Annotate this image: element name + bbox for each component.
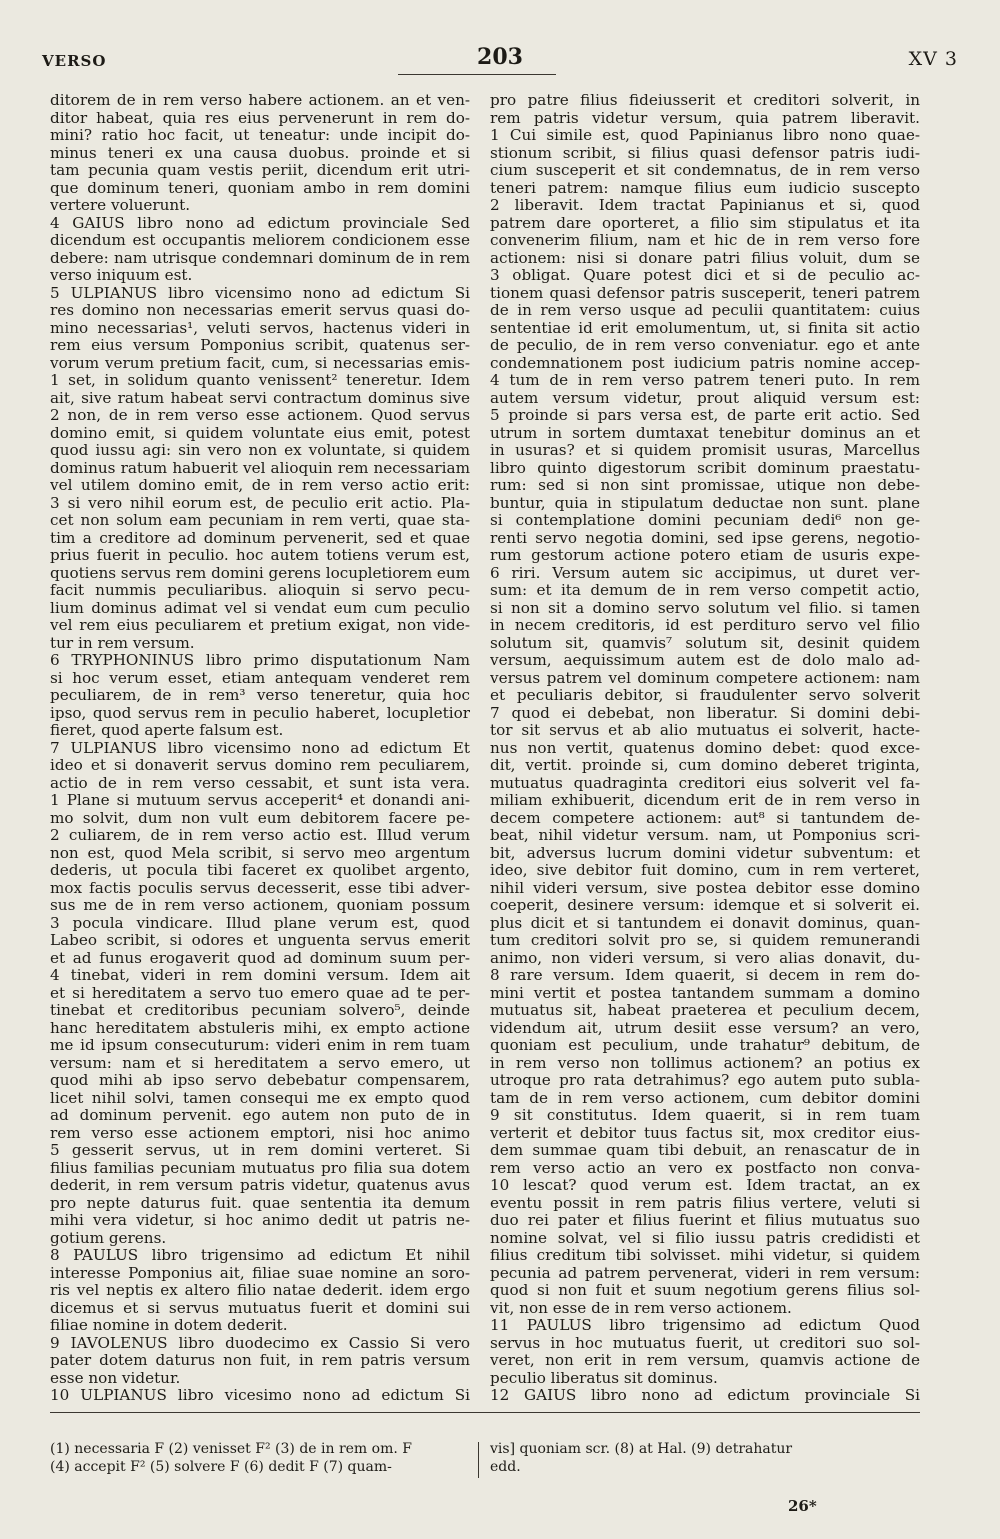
text-line: sus me de in rem verso actionem, quoniam possum	[50, 897, 470, 914]
text-line: 1 Plane si mutuum servus acceperit⁴ et donandi ani-	[50, 792, 470, 809]
text-line: 7 ULPIANUS libro vicensimo nono ad edictum Et	[50, 739, 470, 757]
text-line: tur in rem versum.	[50, 634, 195, 652]
text-line: 5 proinde si pars versa est, de parte erit actio. Sed	[490, 407, 920, 424]
text-line: 8 rare versum. Idem quaerit, si decem in rem do-	[490, 967, 920, 984]
text-line: cet non solum eam pecuniam in rem verti, quae sta-	[50, 512, 470, 529]
text-line: vit, non esse de in rem verso actionem.	[490, 1299, 792, 1317]
text-line: quod mihi ab ipso servo debebatur compensarem,	[50, 1072, 470, 1089]
text-line: quod si non fuit et suum negotium gerens filius sol-	[490, 1282, 920, 1299]
left-text-column	[50, 92, 470, 1405]
text-line: mini? ratio hoc facit, ut teneatur: unde incipit do-	[50, 127, 470, 144]
text-line: 4 GAIUS libro nono ad edictum provinciale Sed	[50, 214, 470, 232]
text-line: eventu possit in rem patris filius vertere, veluti si	[490, 1194, 920, 1212]
text-line: tionem quasi defensor patris susceperit, teneri patrem	[490, 284, 920, 302]
text-line: tum creditori solvit pro se, si quidem remunerandi	[490, 932, 920, 949]
text-line: 6 TRYPHONINUS libro primo disputationum Nam	[50, 652, 470, 669]
text-line: mutuatus quadraginta creditori eius solverit vel fa-	[490, 774, 920, 792]
text-line: vertere voluerunt.	[50, 197, 191, 214]
text-line: 3 pocula vindicare. Illud plane verum est, quod	[50, 914, 470, 932]
text-line: et ad funus erogaverit quod ad dominum suum per-	[50, 949, 470, 967]
text-line: interesse Pomponius ait, filiae suae nomine an soro-	[50, 1264, 470, 1282]
text-line: esse non videtur.	[50, 1369, 181, 1387]
text-line: versum: nam et si hereditatem a servo emero, ut	[50, 1054, 470, 1072]
text-line: mox factis poculis servus decesserit, esse tibi adver-	[50, 879, 470, 897]
text-line: peculio liberatus sit dominus.	[490, 1369, 718, 1387]
text-line: veret, non erit in rem versum, quamvis actione de	[490, 1352, 920, 1369]
running-head-book: XV 3	[908, 48, 958, 70]
text-line: verso iniquum est.	[50, 267, 193, 284]
text-line: tam de in rem verso actionem, cum debitor domini	[490, 1089, 920, 1107]
text-line: actionem: nisi si donare patri filius voluit, dum se	[490, 249, 920, 267]
text-line: teneri patrem: namque filius eum iudicio suscepto	[490, 179, 920, 197]
text-line: 4 tum de in rem verso patrem teneri puto. In rem	[490, 372, 920, 389]
text-line: 1 Cui simile est, quod Papinianus libro nono quae-	[490, 127, 920, 144]
text-line: de peculio, de in rem verso conveniatur. ego et ante	[490, 337, 920, 354]
footnote-line: edd.	[490, 1459, 521, 1475]
text-line: dit, vertit. proinde si, cum domino deberet triginta,	[490, 757, 920, 774]
text-line: condemnationem post iudicium patris nomine accep-	[490, 354, 920, 372]
text-line: verterit et debitor tuus factus sit, mox creditor eius-	[490, 1124, 920, 1142]
text-line: actio de in rem verso cessabit, et sunt ista vera.	[50, 774, 470, 792]
text-line: bit, adversus lucrum domini videtur subventum: et	[490, 844, 920, 862]
text-line: solutum sit, quamvis⁷ solutum sit, desinit quidem	[490, 634, 920, 652]
text-line: plus dicit et si tantundem ei donavit dominus, quan-	[490, 914, 920, 932]
text-line: filius familias pecuniam mutuatus pro filia sua dotem	[50, 1159, 470, 1177]
text-line: ad dominum pervenit. ego autem non puto de in	[50, 1107, 470, 1124]
footnotes-left	[50, 1440, 470, 1476]
text-line: buntur, quia in stipulatum deductae non sunt. plane	[490, 494, 920, 512]
text-line: ris vel neptis ex altero filio natae dederit. idem ergo	[50, 1282, 470, 1299]
text-line: hanc hereditatem abstuleris mihi, ex empto actione	[50, 1019, 470, 1037]
text-line: mutuatus sit, habeat praeterea et peculium decem,	[490, 1002, 920, 1019]
header-rule	[398, 74, 556, 75]
text-line: 3 obligat. Quare potest dici et si de peculio ac-	[490, 267, 920, 284]
text-line: lium dominus adimat vel si vendat eum cum peculio	[50, 599, 470, 617]
text-line: pater dotem daturus non fuit, in rem patris versum	[50, 1352, 470, 1369]
text-line: rem verso actio an vero ex postfacto non conva-	[490, 1159, 920, 1177]
text-line: vel utilem domino emit, de in rem verso actio erit:	[50, 477, 470, 494]
text-line: vel rem eius peculiarem et pretium exigat, non vide-	[50, 617, 470, 634]
text-line: 3 si vero nihil eorum est, de peculio erit actio. Pla-	[50, 494, 470, 512]
text-line: et peculiaris debitor, si fraudulenter servo solverit	[490, 687, 920, 704]
text-line: coeperit, desinere versum: idemque et si solverit ei.	[490, 897, 920, 914]
footnote-divider	[478, 1442, 479, 1478]
text-line: dicendum est occupantis meliorem condicionem esse	[50, 232, 470, 249]
text-line: versum, aequissimum autem est de dolo malo ad-	[490, 652, 920, 669]
text-line: non est, quod Mela scribit, si servo meo argentum	[50, 844, 470, 862]
text-line: Labeo scribit, si odores et unguenta servus emerit	[50, 932, 470, 949]
right-text-column	[490, 92, 920, 1405]
text-line: pro patre filius fideiusserit et creditori solverit, in	[490, 92, 920, 109]
text-line: libro quinto digestorum scribit dominum praestatu-	[490, 459, 920, 477]
text-line: dem summae quam tibi debuit, an renascatur de in	[490, 1142, 920, 1159]
text-line: 8 PAULUS libro trigensimo ad edictum Et nihil	[50, 1247, 470, 1264]
text-line: ideo et si donaverit servus domino rem peculiarem,	[50, 757, 470, 774]
text-line: 6 riri. Versum autem sic accipimus, ut duret ver-	[490, 564, 920, 582]
text-line: 5 gesserit servus, ut in rem domini verteret. Si	[50, 1142, 470, 1159]
text-line: res domino non necessarias emerit servus quasi do-	[50, 302, 470, 319]
text-line: vorum verum pretium facit, cum, si necessarias emis-	[50, 354, 470, 372]
text-line: sententiae id erit emolumentum, ut, si finita sit actio	[490, 319, 920, 337]
text-line: utroque pro rata detrahimus? ego autem puto subla-	[490, 1072, 920, 1089]
text-line: cium susceperit et sit condemnatus, de in rem verso	[490, 162, 920, 179]
text-line: me id ipsum consecuturum: videri enim in rem tuam	[50, 1037, 470, 1054]
text-line: ait, sive ratum habeat servi contractum dominus sive	[50, 389, 470, 407]
text-line: sum: et ita demum de in rem verso competit actio,	[490, 582, 920, 599]
text-line: que dominum teneri, quoniam ambo in rem domini	[50, 179, 470, 197]
text-line: domino emit, si quidem voluntate eius emit, potest	[50, 424, 470, 442]
text-line: in rem verso non tollimus actionem? an potius ex	[490, 1054, 920, 1072]
signature-mark: 26*	[788, 1497, 817, 1515]
text-line: miliam exhibuerit, dicendum erit de in rem verso in	[490, 792, 920, 809]
text-line: 12 GAIUS libro nono ad edictum provinciale Si	[490, 1387, 920, 1404]
text-line: 9 IAVOLENUS libro duodecimo ex Cassio Si vero	[50, 1334, 470, 1352]
text-line: ditor habeat, quia res eius pervenerunt in rem do-	[50, 109, 470, 127]
text-line: decem competere actionem: aut⁸ si tantundem de-	[490, 809, 920, 827]
text-line: filiae nomine in dotem dederit.	[50, 1317, 288, 1334]
footnote-line: vis] quoniam scr. (8) at Hal. (9) detrahatur	[490, 1441, 793, 1457]
text-line: 2 non, de in rem verso esse actionem. Quod servus	[50, 407, 470, 424]
text-line: ditorem de in rem verso habere actionem. an et ven-	[50, 92, 470, 109]
footnote-line: (1) necessaria F (2) venisset F² (3) de in rem om. F	[50, 1441, 412, 1457]
text-line: rum: sed si non sint promissae, utique non debe-	[490, 477, 920, 494]
text-line: tim a creditore ad dominum pervenerit, sed et quae	[50, 529, 470, 547]
text-line: autem versum videtur, prout aliquid versum est:	[490, 389, 920, 407]
text-line: gotium gerens.	[50, 1229, 167, 1247]
text-line: convenerim filium, nam et hic de in rem verso fore	[490, 232, 920, 249]
text-line: tam pecunia quam vestis periit, dicendum erit utri-	[50, 162, 470, 179]
footnote-rule	[50, 1412, 920, 1413]
text-line: peculiarem, de in rem³ verso teneretur, quia hoc	[50, 687, 470, 704]
text-line: dominus ratum habuerit vel alioquin rem necessariam	[50, 459, 470, 477]
text-line: de in rem verso usque ad peculii quantitatem: cuius	[490, 302, 920, 319]
text-line: et si hereditatem a servo tuo emero quae ad te per-	[50, 984, 470, 1002]
text-line: rem eius versum Pomponius scribit, quatenus ser-	[50, 337, 470, 354]
text-line: prius fuerit in peculio. hoc autem totiens verum est,	[50, 547, 470, 564]
text-line: filius creditum tibi solvisset. mihi videtur, si quidem	[490, 1247, 920, 1264]
text-line: fieret, quod aperte falsum est.	[50, 722, 284, 739]
text-line: ideo, sive debitor fuit domino, cum in rem verteret,	[490, 862, 920, 879]
running-head-section: VERSO	[42, 52, 107, 70]
text-line: rem patris videtur versum, quia patrem liberavit.	[490, 109, 920, 127]
text-line: mo solvit, dum non vult eum debitorem facere pe-	[50, 809, 470, 827]
text-line: minus teneri ex una causa duobus. proinde et si	[50, 144, 470, 162]
text-line: pecunia ad patrem pervenerat, videri in rem versum:	[490, 1264, 920, 1282]
text-line: quotiens servus rem domini gerens locupletiorem eum	[50, 564, 470, 582]
text-line: 2 culiarem, de in rem verso actio est. Illud verum	[50, 827, 470, 844]
text-line: renti servo negotia domini, sed ipse gerens, negotio-	[490, 529, 920, 547]
text-line: versus patrem vel dominum competere actionem: nam	[490, 669, 920, 687]
text-line: tinebat et creditoribus pecuniam solvero⁵, deinde	[50, 1002, 470, 1019]
text-line: 4 tinebat, videri in rem domini versum. Idem ait	[50, 967, 470, 984]
text-line: dederis, ut pocula tibi faceret ex quolibet argento,	[50, 862, 470, 879]
text-line: quoniam est peculium, unde trahatur⁹ debitum, de	[490, 1037, 920, 1054]
footnotes-right	[490, 1440, 920, 1476]
text-line: quod iussu agi: sin vero non ex voluntate, si quidem	[50, 442, 470, 459]
text-line: utrum in sortem dumtaxat tenebitur dominus an et	[490, 424, 920, 442]
text-line: 1 set, in solidum quanto venissent² teneretur. Idem	[50, 372, 470, 389]
text-line: 11 PAULUS libro trigensimo ad edictum Quod	[490, 1317, 920, 1334]
text-line: nihil videri versum, sive postea debitor esse domino	[490, 879, 920, 897]
text-line: nomine solvat, vel si filio iussu patris credidisti et	[490, 1229, 920, 1247]
text-line: 9 sit constitutus. Idem quaerit, si in rem tuam	[490, 1107, 920, 1124]
text-line: stionum scribit, si filius quasi defensor patris iudi-	[490, 144, 920, 162]
text-line: si non sit a domino servo solutum vel filio. si tamen	[490, 599, 920, 617]
text-line: rem verso esse actionem emptori, nisi hoc animo	[50, 1124, 470, 1142]
text-line: si contemplatione domini pecuniam dedi⁶ non ge-	[490, 512, 920, 529]
text-line: 7 quod ei debebat, non liberatur. Si domini debi-	[490, 704, 920, 722]
text-line: tor sit servus et ab alio mutuatus ei solverit, hacte-	[490, 722, 920, 739]
text-line: servus in hoc mutuatus fuerit, ut creditori suo sol-	[490, 1334, 920, 1352]
text-line: 10 ULPIANUS libro vicesimo nono ad edictum Si	[50, 1387, 470, 1404]
text-line: in necem creditoris, id est perdituro servo vel filio	[490, 617, 920, 634]
text-line: 5 ULPIANUS libro vicensimo nono ad edictum Si	[50, 284, 470, 302]
text-line: rum gestorum actione potero etiam de usuris expe-	[490, 547, 920, 564]
page-number: 203	[477, 44, 523, 70]
text-line: mino necessarias¹, veluti servos, hactenus videri in	[50, 319, 470, 337]
text-line: animo, non videri versum, si vero alias donavit, du-	[490, 949, 920, 967]
footnote-line: (4) accepit F² (5) solvere F (6) dedit F (7) quam-	[50, 1459, 392, 1475]
text-line: dicemus et si servus mutuatus fuerit et domini sui	[50, 1299, 470, 1317]
text-line: debere: nam utrisque condemnari dominum de in rem	[50, 249, 470, 267]
text-line: si hoc verum esset, etiam antequam venderet rem	[50, 669, 470, 687]
text-line: patrem dare oporteret, a filio sim stipulatus et ita	[490, 214, 920, 232]
text-line: nus non vertit, quatenus domino debet: quod exce-	[490, 739, 920, 757]
text-line: ipso, quod servus rem in peculio haberet, locupletior	[50, 704, 470, 722]
text-line: mihi vera videtur, si hoc animo dedit ut patris ne-	[50, 1212, 470, 1229]
text-line: pro nepte daturus fuit. quae sententia ita demum	[50, 1194, 470, 1212]
text-line: facit nummis peculiaribus. alioquin si servo pecu-	[50, 582, 470, 599]
text-line: licet nihil solvi, tamen consequi me ex empto quod	[50, 1089, 470, 1107]
text-line: videndum ait, utrum desiit esse versum? an vero,	[490, 1019, 920, 1037]
text-line: 10 lescat? quod verum est. Idem tractat, an ex	[490, 1177, 920, 1194]
text-line: duo rei pater et filius fuerint et filius mutuatus suo	[490, 1212, 920, 1229]
text-line: 2 liberavit. Idem tractat Papinianus et si, quod	[490, 197, 920, 214]
text-line: beat, nihil videtur versum. nam, ut Pomponius scri-	[490, 827, 920, 844]
text-line: dederit, in rem versum patris videtur, quatenus avus	[50, 1177, 470, 1194]
text-line: in usuras? et si quidem promisit usuras, Marcellus	[490, 442, 920, 459]
text-line: mini vertit et postea tantandem summam a domino	[490, 984, 920, 1002]
